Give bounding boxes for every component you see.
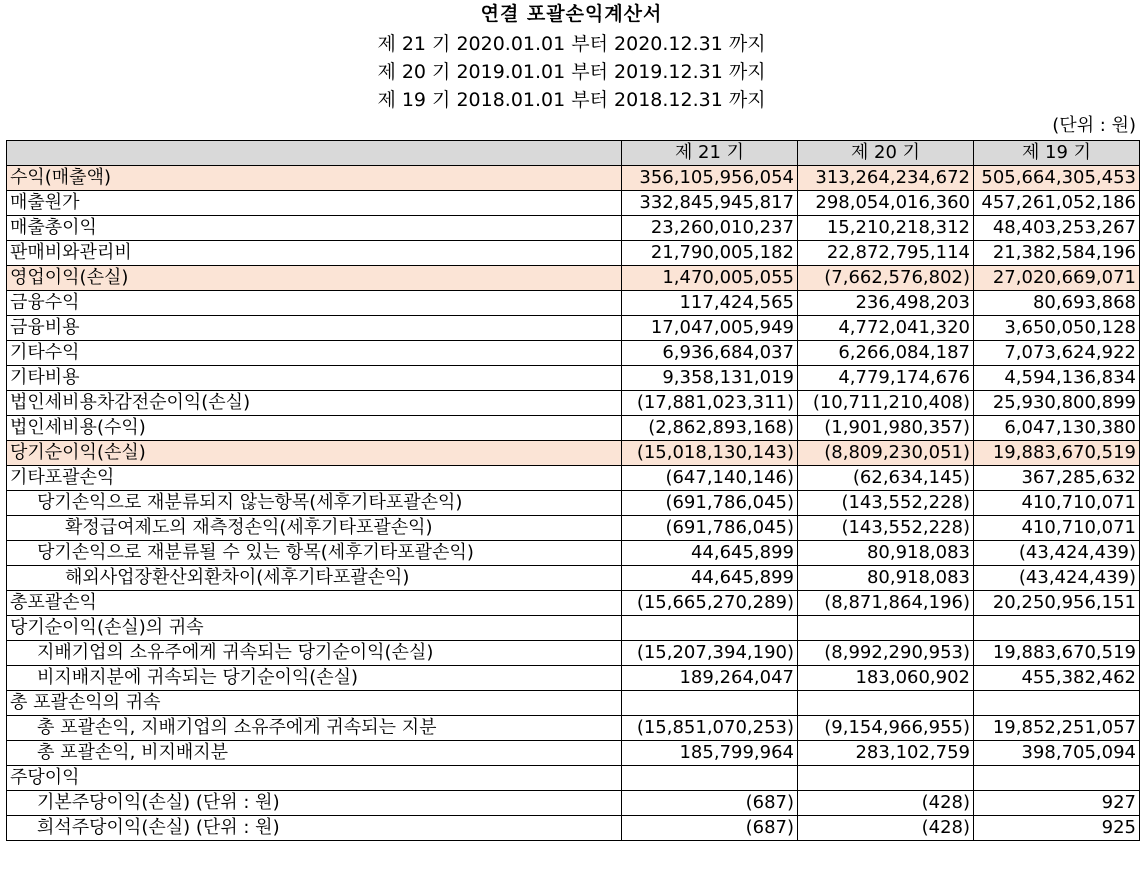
value-period-20: (8,809,230,051): [798, 441, 974, 466]
value-period-21: (647,140,146): [622, 466, 798, 491]
table-row: [7, 166, 1140, 191]
value-period-21: 17,047,005,949: [622, 316, 798, 341]
table-row: [7, 791, 1140, 816]
period-line-21: 제 21 기 2020.01.01 부터 2020.12.31 까지: [377, 33, 766, 55]
value-period-21: 185,799,964: [622, 741, 798, 766]
value-period-21: (687): [622, 816, 798, 841]
value-period-21: (15,665,270,289): [622, 591, 798, 616]
table-row: [7, 766, 1140, 791]
table-row: [7, 816, 1140, 841]
value-period-20: (7,662,576,802): [798, 266, 974, 291]
value-period-21: (15,851,070,253): [622, 716, 798, 741]
value-period-19: 20,250,956,151: [974, 591, 1140, 616]
table-row: [7, 566, 1140, 591]
header-label-cell: [7, 141, 622, 166]
value-period-20: [798, 616, 974, 641]
value-period-20: (8,992,290,953): [798, 641, 974, 666]
table-row: [7, 741, 1140, 766]
table-row: [7, 516, 1140, 541]
value-period-19: 7,073,624,922: [974, 341, 1140, 366]
row-label: 당기손익으로 재분류될 수 있는 항목(세후기타포괄손익): [7, 541, 622, 566]
value-period-19: 6,047,130,380: [974, 416, 1140, 441]
statement-title: 연결 포괄손익계산서: [480, 3, 663, 25]
value-period-19: 48,403,253,267: [974, 216, 1140, 241]
value-period-21: 9,358,131,019: [622, 366, 798, 391]
table-row: [7, 416, 1140, 441]
row-label: 해외사업장환산외환차이(세후기타포괄손익): [7, 566, 622, 591]
value-period-20: (143,552,228): [798, 516, 974, 541]
value-period-19: 21,382,584,196: [974, 241, 1140, 266]
row-label: 총포괄손익: [7, 591, 622, 616]
row-label: 총 포괄손익, 지배기업의 소유주에게 귀속되는 지분: [7, 716, 622, 741]
row-label: 총 포괄손익, 비지배지분: [7, 741, 622, 766]
income-statement-table: [6, 140, 1140, 841]
row-label: 금융수익: [7, 291, 622, 316]
value-period-19: 4,594,136,834: [974, 366, 1140, 391]
value-period-20: 283,102,759: [798, 741, 974, 766]
value-period-21: 189,264,047: [622, 666, 798, 691]
table-row: [7, 241, 1140, 266]
row-label: 매출총이익: [7, 216, 622, 241]
row-label: 당기순이익(손실): [7, 441, 622, 466]
row-label: 기타수익: [7, 341, 622, 366]
value-period-19: 19,883,670,519: [974, 641, 1140, 666]
value-period-21: (15,207,394,190): [622, 641, 798, 666]
row-label: 기타포괄손익: [7, 466, 622, 491]
row-label: 지배기업의 소유주에게 귀속되는 당기순이익(손실): [7, 641, 622, 666]
row-label: 수익(매출액): [7, 166, 622, 191]
row-label: 법인세비용차감전순이익(손실): [7, 391, 622, 416]
value-period-21: 6,936,684,037: [622, 341, 798, 366]
value-period-20: 183,060,902: [798, 666, 974, 691]
value-period-19: (43,424,439): [974, 566, 1140, 591]
table-row: [7, 341, 1140, 366]
row-label: 당기순이익(손실)의 귀속: [7, 616, 622, 641]
value-period-19: 25,930,800,899: [974, 391, 1140, 416]
row-label: 당기손익으로 재분류되지 않는항목(세후기타포괄손익): [7, 491, 622, 516]
value-period-21: 356,105,956,054: [622, 166, 798, 191]
table-row: [7, 191, 1140, 216]
value-period-21: 44,645,899: [622, 566, 798, 591]
value-period-19: (43,424,439): [974, 541, 1140, 566]
value-period-21: 1,470,005,055: [622, 266, 798, 291]
row-label: 총 포괄손익의 귀속: [7, 691, 622, 716]
table-row: [7, 266, 1140, 291]
table-row: [7, 466, 1140, 491]
table-row: [7, 391, 1140, 416]
value-period-20: (428): [798, 816, 974, 841]
value-period-20: (428): [798, 791, 974, 816]
table-row: [7, 616, 1140, 641]
value-period-19: 410,710,071: [974, 491, 1140, 516]
value-period-19: 927: [974, 791, 1140, 816]
value-period-21: (15,018,130,143): [622, 441, 798, 466]
value-period-20: (10,711,210,408): [798, 391, 974, 416]
value-period-21: (687): [622, 791, 798, 816]
table-row: [7, 291, 1140, 316]
row-label: 확정급여제도의 재측정손익(세후기타포괄손익): [7, 516, 622, 541]
header-period-19: 제 19 기: [974, 141, 1140, 166]
table-body: [7, 166, 1140, 841]
table-row: [7, 666, 1140, 691]
value-period-21: (17,881,023,311): [622, 391, 798, 416]
table-row: [7, 591, 1140, 616]
unit-label: (단위 : 원): [1052, 115, 1136, 136]
value-period-20: [798, 691, 974, 716]
value-period-20: 4,772,041,320: [798, 316, 974, 341]
value-period-19: 19,883,670,519: [974, 441, 1140, 466]
value-period-19: 19,852,251,057: [974, 716, 1140, 741]
value-period-20: 4,779,174,676: [798, 366, 974, 391]
row-label: 희석주당이익(손실) (단위 : 원): [7, 816, 622, 841]
value-period-19: [974, 766, 1140, 791]
value-period-19: 455,382,462: [974, 666, 1140, 691]
value-period-19: [974, 691, 1140, 716]
table-row: [7, 441, 1140, 466]
value-period-21: 332,845,945,817: [622, 191, 798, 216]
value-period-19: 505,664,305,453: [974, 166, 1140, 191]
table-row: [7, 491, 1140, 516]
value-period-20: (143,552,228): [798, 491, 974, 516]
row-label: 기타비용: [7, 366, 622, 391]
value-period-20: 6,266,084,187: [798, 341, 974, 366]
value-period-21: [622, 766, 798, 791]
value-period-20: 15,210,218,312: [798, 216, 974, 241]
value-period-19: [974, 616, 1140, 641]
value-period-20: 313,264,234,672: [798, 166, 974, 191]
period-line-19: 제 19 기 2018.01.01 부터 2018.12.31 까지: [377, 89, 766, 111]
row-label: 매출원가: [7, 191, 622, 216]
table-row: [7, 541, 1140, 566]
value-period-21: 21,790,005,182: [622, 241, 798, 266]
table-row: [7, 216, 1140, 241]
value-period-19: 398,705,094: [974, 741, 1140, 766]
value-period-20: 236,498,203: [798, 291, 974, 316]
table-row: [7, 366, 1140, 391]
value-period-19: 80,693,868: [974, 291, 1140, 316]
value-period-21: (691,786,045): [622, 491, 798, 516]
value-period-19: 925: [974, 816, 1140, 841]
value-period-20: 80,918,083: [798, 566, 974, 591]
value-period-21: [622, 691, 798, 716]
table-row: [7, 716, 1140, 741]
header-period-21: 제 21 기: [622, 141, 798, 166]
row-label: 기본주당이익(손실) (단위 : 원): [7, 791, 622, 816]
value-period-21: 44,645,899: [622, 541, 798, 566]
value-period-20: (9,154,966,955): [798, 716, 974, 741]
value-period-20: 298,054,016,360: [798, 191, 974, 216]
period-line-20: 제 20 기 2019.01.01 부터 2019.12.31 까지: [377, 61, 766, 83]
value-period-19: 27,020,669,071: [974, 266, 1140, 291]
value-period-19: 367,285,632: [974, 466, 1140, 491]
value-period-21: 117,424,565: [622, 291, 798, 316]
row-label: 주당이익: [7, 766, 622, 791]
value-period-20: 80,918,083: [798, 541, 974, 566]
table-row: [7, 641, 1140, 666]
row-label: 판매비와관리비: [7, 241, 622, 266]
value-period-21: 23,260,010,237: [622, 216, 798, 241]
row-label: 비지배지분에 귀속되는 당기순이익(손실): [7, 666, 622, 691]
value-period-20: (1,901,980,357): [798, 416, 974, 441]
value-period-21: (2,862,893,168): [622, 416, 798, 441]
value-period-19: 457,261,052,186: [974, 191, 1140, 216]
row-label: 법인세비용(수익): [7, 416, 622, 441]
table-row: [7, 316, 1140, 341]
value-period-19: 410,710,071: [974, 516, 1140, 541]
header-period-20: 제 20 기: [798, 141, 974, 166]
value-period-19: 3,650,050,128: [974, 316, 1140, 341]
value-period-20: (62,634,145): [798, 466, 974, 491]
value-period-20: (8,871,864,196): [798, 591, 974, 616]
table-row: [7, 691, 1140, 716]
value-period-21: (691,786,045): [622, 516, 798, 541]
table-header-row: [7, 141, 1140, 166]
row-label: 금융비용: [7, 316, 622, 341]
value-period-21: [622, 616, 798, 641]
value-period-20: [798, 766, 974, 791]
value-period-20: 22,872,795,114: [798, 241, 974, 266]
row-label: 영업이익(손실): [7, 266, 622, 291]
